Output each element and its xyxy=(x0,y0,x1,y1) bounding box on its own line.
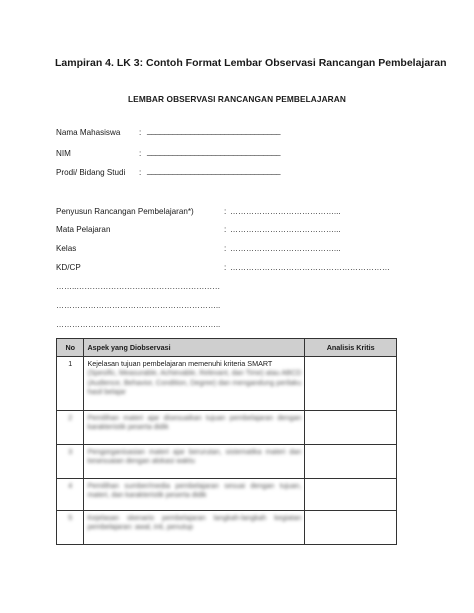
form-title: LEMBAR OBSERVASI RANCANGAN PEMBELAJARAN xyxy=(128,94,346,104)
colon: : xyxy=(139,149,142,158)
kd-cp-continuation-line[interactable]: ……..……………………………………………… xyxy=(56,282,221,291)
observation-table xyxy=(56,338,397,545)
table-row xyxy=(57,445,397,479)
kd-cp-field[interactable]: …………………………………………………… xyxy=(230,263,390,272)
label-penyusun: Penyusun Rancangan Pembelajaran*) xyxy=(56,207,194,216)
label-mata-pelajaran: Mata Pelajaran xyxy=(56,225,111,234)
kd-cp-continuation-line[interactable]: …………………………………………………….. xyxy=(56,301,221,310)
analisis-cell[interactable] xyxy=(305,479,397,511)
aspek-text: Kejelasan tujuan pembelajaran memenuhi kriteria SMART xyxy=(87,359,273,368)
analisis-cell[interactable] xyxy=(305,445,397,479)
colon: : xyxy=(139,128,142,137)
analisis-cell[interactable] xyxy=(305,357,397,411)
label-prodi-bidang-studi: Prodi/ Bidang Studi xyxy=(56,168,126,177)
row-number: 4 xyxy=(57,479,84,511)
aspek-cell xyxy=(84,357,305,411)
row-number: 3 xyxy=(57,445,84,479)
penyusun-field[interactable]: …………………………………... xyxy=(230,207,341,216)
table-row xyxy=(57,479,397,511)
header-aspek: Aspek yang Diobservasi xyxy=(84,339,305,357)
colon: : xyxy=(224,263,227,272)
mata-pelajaran-field[interactable]: …………………………………... xyxy=(230,225,341,234)
table-row xyxy=(57,357,397,411)
nama-mahasiswa-field[interactable]: _______________________________ xyxy=(147,126,281,135)
header-no: No xyxy=(57,339,84,357)
aspek-text-blurred: (Spesific, Measurable, Achievable, Relevant, dan Time) atau ABCD (Audience, Behavior, Condition, Degree) dan mengandung perilaku hasil belajar xyxy=(87,368,302,396)
colon: : xyxy=(139,168,142,177)
colon: : xyxy=(224,225,227,234)
label-nama-mahasiswa: Nama Mahasiswa xyxy=(56,128,121,137)
row-number: 5 xyxy=(57,511,84,545)
colon: : xyxy=(224,244,227,253)
table-header-row xyxy=(57,339,397,357)
table-row xyxy=(57,411,397,445)
row-number: 2 xyxy=(57,411,84,445)
analisis-cell[interactable] xyxy=(305,411,397,445)
prodi-field[interactable]: _______________________________ xyxy=(147,166,281,175)
label-nim: NIM xyxy=(56,149,71,158)
kd-cp-continuation-line[interactable]: …………………………………………………….. xyxy=(56,320,221,329)
nim-field[interactable]: _______________________________ xyxy=(147,147,281,156)
aspek-cell: Pengorganisasian materi ajar berurutan, sistematika materi dan kesesuaian dengan alokasi waktu xyxy=(84,445,305,479)
appendix-heading: Lampiran 4. LK 3: Contoh Format Lembar Observasi Rancangan Pembelajaran xyxy=(55,57,447,69)
row-number: 1 xyxy=(57,357,84,411)
header-analisis: Analisis Kritis xyxy=(305,339,397,357)
label-kd-cp: KD/CP xyxy=(56,263,81,272)
label-kelas: Kelas xyxy=(56,244,77,253)
table-row xyxy=(57,511,397,545)
aspek-cell: Pemilihan sumber/media pembelajaran sesuai dengan tujuan, materi, dan karakteristik peserta didik xyxy=(84,479,305,511)
analisis-cell[interactable] xyxy=(305,511,397,545)
aspek-cell: Pemilihan materi ajar disesuaikan tujuan pembelajaran dengan karakteristik peserta didik xyxy=(84,411,305,445)
aspek-cell: Kejelasan skenario pembelajaran langkah-langkah kegiatan pembelajaran: awal, inti, penutup xyxy=(84,511,305,545)
kelas-field[interactable]: …………………………………... xyxy=(230,244,341,253)
colon: : xyxy=(224,207,227,216)
